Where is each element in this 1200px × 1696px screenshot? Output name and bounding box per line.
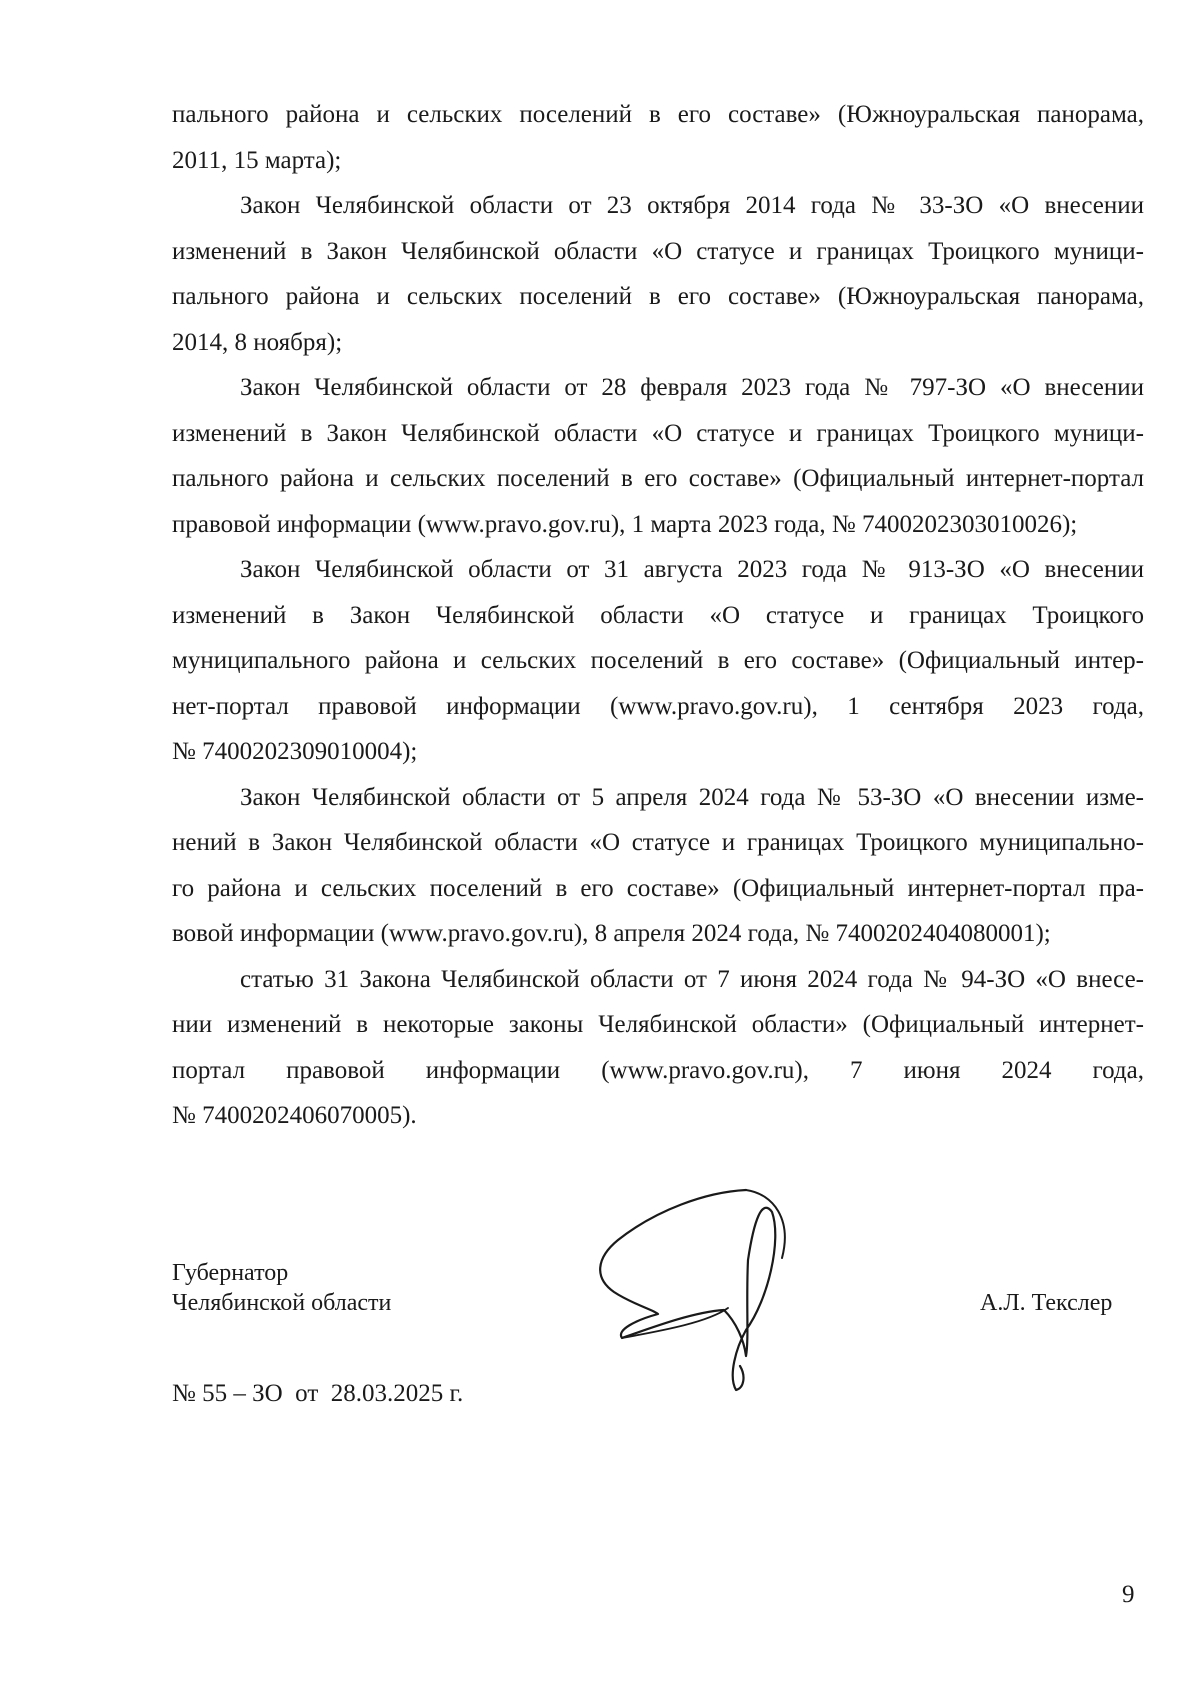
signatory-name: А.Л. Текслер xyxy=(980,1290,1113,1316)
text-line: 2011, 15 марта); xyxy=(172,146,342,174)
signatory-title-line: Челябинской области xyxy=(172,1290,392,1316)
handwritten-signature xyxy=(596,1180,826,1400)
text-line: го района и сельских поселений в его составе» (Официальный интернет-портал пра- xyxy=(172,874,1144,902)
paragraph-law-2024-jun xyxy=(172,957,1144,1139)
text-line: пального района и сельских поселений в его составе» (Южноуральская панорама, xyxy=(172,101,1144,128)
paragraph-law-2014 xyxy=(172,183,1144,365)
text-line: пального района и сельских поселений в его составе» (Официальный интернет-портал xyxy=(172,465,1144,492)
text-line: Закон Челябинской области от 23 октября 2014 года № 33-ЗО «О внесении xyxy=(240,192,1144,219)
page-number: 9 xyxy=(1122,1581,1135,1608)
text-line: Закон Челябинской области от 28 февраля 2023 года № 797-ЗО «О внесении xyxy=(240,374,1144,401)
text-line: правовой информации (www.pravo.gov.ru), 1 марта 2023 года, № 7400202303010026); xyxy=(172,510,1078,538)
text-line: нений в Закон Челябинской области «О статусе и границах Троицкого муниципально- xyxy=(172,829,1144,856)
document-number-date: № 55 – ЗО от 28.03.2025 г. xyxy=(172,1380,464,1407)
signatory-title xyxy=(172,1258,391,1318)
text-line: Закон Челябинской области от 31 августа 2023 года № 913-ЗО «О внесении xyxy=(240,556,1144,583)
text-line: вовой информации (www.pravo.gov.ru), 8 апреля 2024 года, № 7400202404080001); xyxy=(172,920,1051,947)
text-line: изменений в Закон Челябинской области «О статусе и границах Троицкого муници- xyxy=(172,419,1144,447)
text-line: изменений в Закон Челябинской области «О статусе и границах Троицкого xyxy=(172,601,1144,629)
text-line: № 7400202406070005). xyxy=(172,1102,417,1129)
text-line: пального района и сельских поселений в его составе» (Южноуральская панорама, xyxy=(172,283,1144,310)
paragraph-law-2023-feb xyxy=(172,365,1144,547)
signatory-title-line: Губернатор xyxy=(172,1260,289,1286)
paragraph-continuation xyxy=(172,92,1144,183)
text-line: № 7400202309010004); xyxy=(172,738,418,765)
text-line: 2014, 8 ноября); xyxy=(172,328,343,356)
text-line: изменений в Закон Челябинской области «О статусе и границах Троицкого муници- xyxy=(172,237,1144,265)
text-line: статью 31 Закона Челябинской области от 7 июня 2024 года № 94-ЗО «О внесе- xyxy=(240,965,1144,993)
text-line: нии изменений в некоторые законы Челябинской области» (Официальный интернет- xyxy=(172,1011,1144,1038)
paragraph-law-2024-apr xyxy=(172,775,1144,957)
paragraph-law-2023-aug xyxy=(172,547,1144,775)
text-line: муниципального района и сельских поселений в его составе» (Официальный интер- xyxy=(172,647,1144,674)
document-body xyxy=(172,92,1144,1139)
text-line: нет-портал правовой информации (www.pravo.gov.ru), 1 сентября 2023 года, xyxy=(172,692,1144,720)
text-line: Закон Челябинской области от 5 апреля 2024 года № 53-ЗО «О внесении изме- xyxy=(240,783,1144,811)
text-line: портал правовой информации (www.pravo.gov.ru), 7 июня 2024 года, xyxy=(172,1056,1144,1084)
